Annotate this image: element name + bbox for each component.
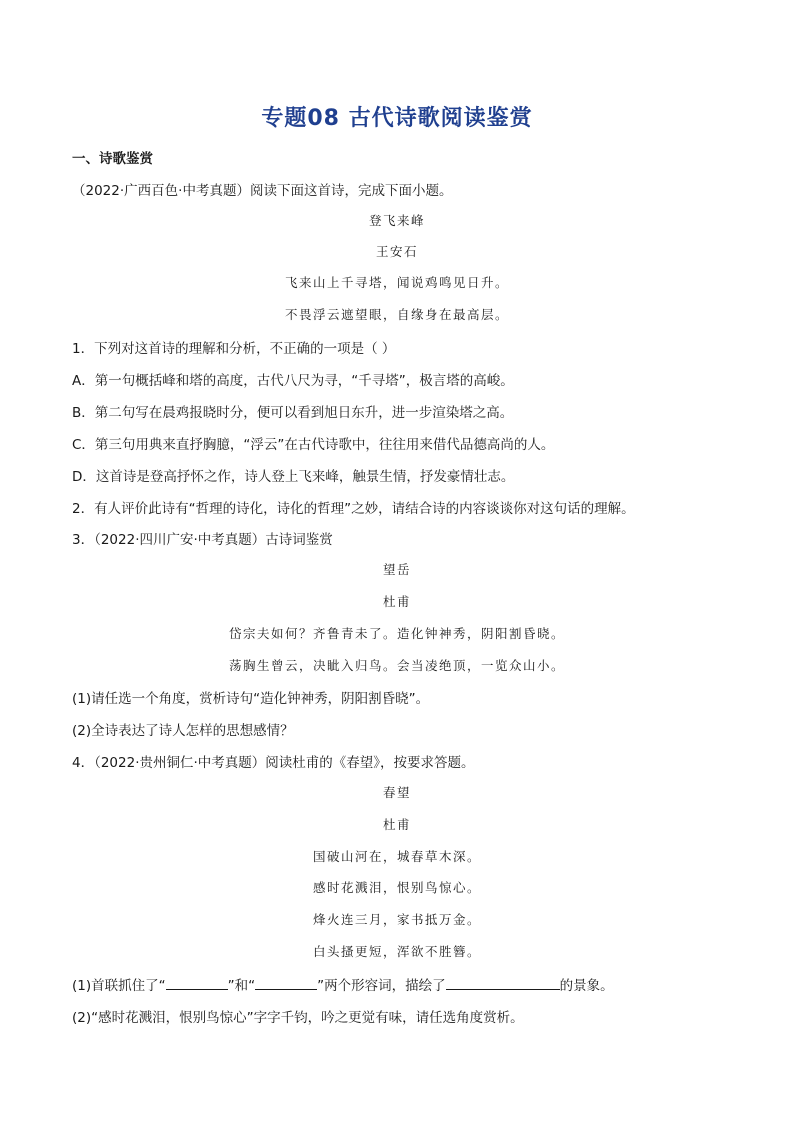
q1-option-a: A．第一句概括峰和塔的高度，古代八尺为寻，“千寻塔”，极言塔的高峻。 xyxy=(72,373,514,389)
q4-intro: 4．（2022·贵州铜仁·中考真题）阅读杜甫的《春望》，按要求答题。 xyxy=(72,755,475,771)
q1-stem: 1．下列对这首诗的理解和分析，不正确的一项是（ ） xyxy=(72,341,396,357)
section-heading: 一、诗歌鉴赏 xyxy=(72,151,153,167)
q1-poem-title: 登飞来峰 xyxy=(368,213,425,228)
q4-sub1-text-part-3: ”两个形容词，描绘了 xyxy=(317,978,446,994)
q1-poem-line-2: 不畏浮云遮望眼，自缘身在最高层。 xyxy=(284,307,509,322)
q3-intro: 3．（2022·四川广安·中考真题）古诗词鉴赏 xyxy=(72,532,333,548)
q4-poem-title: 春望 xyxy=(382,785,411,800)
q4-poem-line-2: 感时花溅泪，恨别鸟惊心。 xyxy=(312,880,481,895)
answer-blank-3[interactable] xyxy=(446,975,560,990)
q4-sub1-text-part-1: (1)首联抓住了“ xyxy=(72,978,166,994)
q4-poem-line-1: 国破山河在，城春草木深。 xyxy=(312,849,481,864)
q1-poem-line-1: 飞来山上千寻塔，闻说鸡鸣见日升。 xyxy=(284,275,509,290)
q4-poem-line-3: 烽火连三月，家书抵万金。 xyxy=(312,912,481,927)
q2-stem: 2．有人评价此诗有“哲理的诗化，诗化的哲理”之妙，请结合诗的内容谈谈你对这句话的理解。 xyxy=(72,501,635,517)
q4-sub-question-2: (2)“感时花溅泪，恨别鸟惊心”字字千钧，吟之更觉有味，请任选角度赏析。 xyxy=(72,1010,524,1026)
q1-intro: （2022·广西百色·中考真题）阅读下面这首诗，完成下面小题。 xyxy=(72,183,453,199)
q1-option-b: B．第二句写在晨鸡报晓时分，便可以看到旭日东升，进一步渲染塔之高。 xyxy=(72,405,514,421)
q3-poem-line-1: 岱宗夫如何？齐鲁青未了。造化钟神秀，阴阳割昏晓。 xyxy=(228,626,565,641)
q1-poem-author: 王安石 xyxy=(375,244,418,259)
page-title: 专题08 古代诗歌阅读鉴赏 xyxy=(261,106,533,131)
q4-sub1-text-part-4: 的景象。 xyxy=(559,978,614,994)
q3-poem-line-2: 荡胸生曾云，决眦入归鸟。会当凌绝顶，一览众山小。 xyxy=(228,658,565,673)
q3-poem-author: 杜甫 xyxy=(382,594,411,609)
q3-poem-title: 望岳 xyxy=(382,562,411,577)
q4-sub-question-1 xyxy=(72,974,732,994)
q4-poem-line-4: 白头搔更短，浑欲不胜簪。 xyxy=(312,944,481,959)
q1-option-d: D．这首诗是登高抒怀之作，诗人登上飞来峰，触景生情，抒发豪情壮志。 xyxy=(72,469,515,485)
q1-option-c: C．第三句用典来直抒胸臆，“浮云”在古代诗歌中，往往用来借代品德高尚的人。 xyxy=(72,437,555,453)
q4-sub1-text-part-2: ”和“ xyxy=(227,978,256,994)
q4-poem-author: 杜甫 xyxy=(382,817,411,832)
answer-blank-1[interactable] xyxy=(166,975,228,990)
q3-sub-question-1: (1)请任选一个角度，赏析诗句“造化钟神秀，阴阳割昏晓”。 xyxy=(72,691,430,707)
answer-blank-2[interactable] xyxy=(255,975,317,990)
q3-sub-question-2: (2)全诗表达了诗人怎样的思想感情？ xyxy=(72,723,294,739)
